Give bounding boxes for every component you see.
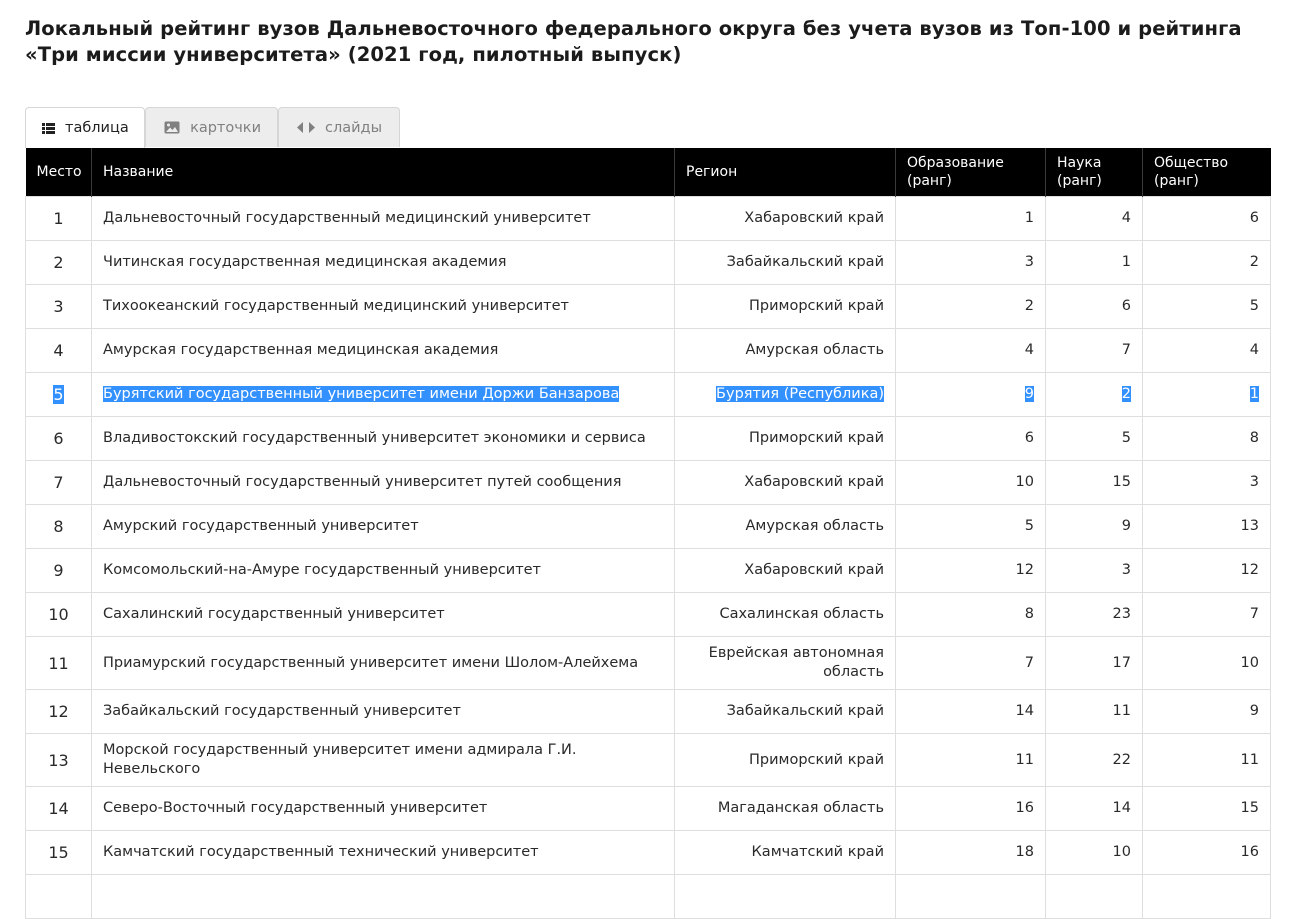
cell-society-rank-text: 7: [1249, 606, 1259, 622]
tab-slides-label: слайды: [325, 119, 383, 136]
cell-place-text: 15: [48, 843, 69, 862]
cell-region-text: Приморский край: [748, 430, 884, 446]
cell-name-text: Морской государственный университет имени адмирала Г.И. Невельского: [103, 742, 577, 777]
table-row: [26, 734, 1271, 787]
cell-name-text: Забайкальский государственный университет: [103, 703, 461, 719]
cell-education-rank-text: 8: [1024, 606, 1034, 622]
cell-society-rank: [1143, 787, 1271, 831]
cell-name: [92, 417, 675, 461]
table-row: [26, 875, 1271, 919]
cell-society-rank-text: 4: [1249, 342, 1259, 358]
cell-science-rank: [1046, 285, 1143, 329]
cell-region: [675, 505, 896, 549]
cell-society-rank: [1143, 285, 1271, 329]
cell-region: [675, 241, 896, 285]
cell-education-rank: [896, 593, 1046, 637]
cell-name: [92, 461, 675, 505]
cell-education-rank-text: 1: [1024, 210, 1034, 226]
cell-name-text: Тихоокеанский государственный медицинский университет: [103, 298, 569, 314]
cell-science-rank: [1046, 461, 1143, 505]
cell-place: [26, 831, 92, 875]
cell-society-rank: [1143, 241, 1271, 285]
cell-place-text: 4: [53, 341, 64, 360]
cell-name: [92, 831, 675, 875]
cell-place: [26, 549, 92, 593]
table-row: [26, 417, 1271, 461]
cell-education-rank: [896, 637, 1046, 690]
cell-name: [92, 734, 675, 787]
cell-science-rank-text: 14: [1112, 800, 1131, 816]
cell-education-rank: [896, 734, 1046, 787]
cell-society-rank-text: 1: [1249, 386, 1259, 402]
cell-place-text: 9: [53, 561, 64, 580]
cell-society-rank: [1143, 373, 1271, 417]
cell-science-rank: [1046, 197, 1143, 241]
table-header-row: [26, 148, 1271, 197]
header-place[interactable]: Место: [26, 148, 92, 197]
cell-science-rank-text: 22: [1112, 751, 1131, 768]
header-name[interactable]: Название: [92, 148, 675, 197]
cell-place: [26, 505, 92, 549]
cell-region: [675, 197, 896, 241]
table-list-icon: [42, 121, 55, 135]
cell-region-text: Еврейская автономная область: [708, 645, 884, 680]
cell-name-text: Владивостокский государственный университет экономики и сервиса: [103, 430, 646, 446]
cell-society-rank: [1143, 593, 1271, 637]
image-icon: [164, 121, 180, 135]
cell-society-rank-text: 15: [1240, 800, 1259, 816]
cell-education-rank-text: 11: [1015, 751, 1034, 768]
cell-name: [92, 373, 675, 417]
cell-place-text: 3: [53, 297, 64, 316]
cell-science-rank-text: 7: [1121, 342, 1131, 358]
cell-education-rank-text: 9: [1024, 386, 1034, 402]
cell-education-rank-text: 4: [1024, 342, 1034, 358]
cell-region-text: Забайкальский край: [726, 254, 884, 270]
cell-region: [675, 461, 896, 505]
cell-education-rank-text: 18: [1015, 844, 1034, 860]
tab-table[interactable]: [25, 107, 145, 148]
cell-place: [26, 241, 92, 285]
cell-science-rank-text: 23: [1112, 606, 1131, 622]
cell-education-rank: [896, 241, 1046, 285]
cell-place: [26, 373, 92, 417]
cell-science-rank: [1046, 734, 1143, 787]
header-education[interactable]: Образование (ранг): [896, 148, 1046, 197]
cell-place: [26, 875, 92, 919]
cell-region-text: Забайкальский край: [726, 703, 884, 719]
cell-society-rank: [1143, 329, 1271, 373]
cell-society-rank-text: 2: [1249, 254, 1259, 270]
arrows-left-right-icon: [297, 121, 315, 135]
cell-region: [675, 690, 896, 734]
table-row: [26, 593, 1271, 637]
cell-name: [92, 637, 675, 690]
cell-region-text: Амурская область: [745, 518, 884, 534]
tab-slides[interactable]: [278, 107, 400, 147]
cell-society-rank-text: 3: [1249, 474, 1259, 490]
cell-place: [26, 593, 92, 637]
rating-table: [25, 148, 1271, 919]
table-row: [26, 285, 1271, 329]
cell-place-text: 2: [53, 253, 64, 272]
cell-science-rank: [1046, 690, 1143, 734]
cell-education-rank: [896, 787, 1046, 831]
table-row: [26, 831, 1271, 875]
cell-education-rank: [896, 831, 1046, 875]
cell-name: [92, 690, 675, 734]
cell-name-text: Приамурский государственный университет имени Шолом-Алейхема: [103, 654, 639, 671]
cell-science-rank: [1046, 373, 1143, 417]
cell-education-rank-text: 2: [1024, 298, 1034, 314]
cell-science-rank: [1046, 417, 1143, 461]
cell-region: [675, 417, 896, 461]
table-row: [26, 461, 1271, 505]
cell-place: [26, 690, 92, 734]
cell-name: [92, 549, 675, 593]
cell-education-rank: [896, 285, 1046, 329]
cell-education-rank: [896, 875, 1046, 919]
table-row: [26, 329, 1271, 373]
cell-name: [92, 787, 675, 831]
cell-place-text: 14: [48, 799, 69, 818]
cell-society-rank-text: 6: [1249, 210, 1259, 226]
cell-society-rank-text: 10: [1240, 654, 1259, 671]
table-row: [26, 197, 1271, 241]
view-tabs: [25, 107, 400, 148]
cell-name-text: Сахалинский государственный университет: [103, 606, 445, 622]
cell-science-rank-text: 10: [1112, 844, 1131, 860]
cell-society-rank: [1143, 197, 1271, 241]
cell-society-rank-text: 12: [1240, 562, 1259, 578]
cell-region-text: Магаданская область: [717, 800, 884, 816]
header-region[interactable]: Регион: [675, 148, 896, 197]
cell-region: [675, 593, 896, 637]
table-row: [26, 549, 1271, 593]
cell-education-rank: [896, 549, 1046, 593]
cell-place: [26, 329, 92, 373]
cell-place-text: 11: [48, 653, 69, 673]
cell-education-rank: [896, 417, 1046, 461]
cell-science-rank-text: 3: [1121, 562, 1131, 578]
cell-name-text: Камчатский государственный технический университет: [103, 844, 539, 860]
cell-name: [92, 241, 675, 285]
cell-society-rank-text: 16: [1240, 844, 1259, 860]
cell-education-rank-text: 14: [1015, 703, 1034, 719]
cell-region: [675, 285, 896, 329]
cell-education-rank: [896, 329, 1046, 373]
cell-name: [92, 593, 675, 637]
cell-education-rank: [896, 505, 1046, 549]
cell-society-rank: [1143, 875, 1271, 919]
cell-region-text: Приморский край: [748, 751, 884, 768]
cell-science-rank: [1046, 505, 1143, 549]
cell-name: [92, 197, 675, 241]
cell-region-text: Хабаровский край: [744, 210, 884, 226]
cell-region: [675, 734, 896, 787]
cell-name-text: Дальневосточный государственный медицинский университет: [103, 210, 591, 226]
cell-society-rank: [1143, 831, 1271, 875]
table-row: [26, 637, 1271, 690]
cell-region-text: Приморский край: [748, 298, 884, 314]
cell-education-rank: [896, 690, 1046, 734]
cell-name-text: Амурская государственная медицинская академия: [103, 342, 499, 358]
cell-science-rank: [1046, 831, 1143, 875]
header-society[interactable]: Общество (ранг): [1143, 148, 1271, 197]
cell-region: [675, 373, 896, 417]
cell-society-rank: [1143, 637, 1271, 690]
table-row: [26, 373, 1271, 417]
cell-name-text: Амурский государственный университет: [103, 518, 419, 534]
cell-society-rank-text: 9: [1249, 703, 1259, 719]
cell-name: [92, 875, 675, 919]
cell-place-text: 5: [53, 385, 64, 404]
table-body: [26, 197, 1271, 919]
cell-place: [26, 417, 92, 461]
cell-place-text: 8: [53, 517, 64, 536]
cell-place: [26, 285, 92, 329]
cell-science-rank: [1046, 637, 1143, 690]
tab-cards-label: карточки: [190, 119, 261, 136]
cell-name-text: Северо-Восточный государственный университет: [103, 800, 488, 816]
cell-region: [675, 831, 896, 875]
cell-region-text: Сахалинская область: [719, 606, 884, 622]
header-science[interactable]: Наука (ранг): [1046, 148, 1143, 197]
cell-region-text: Бурятия (Республика): [716, 386, 884, 402]
cell-name: [92, 505, 675, 549]
cell-education-rank: [896, 197, 1046, 241]
cell-place-text: 10: [48, 605, 69, 624]
cell-region: [675, 549, 896, 593]
cell-society-rank-text: 13: [1240, 518, 1259, 534]
cell-education-rank: [896, 461, 1046, 505]
cell-science-rank-text: 9: [1121, 518, 1131, 534]
cell-science-rank: [1046, 329, 1143, 373]
cell-society-rank-text: 5: [1249, 298, 1259, 314]
cell-education-rank: [896, 373, 1046, 417]
cell-name-text: Дальневосточный государственный университет путей сообщения: [103, 474, 622, 490]
table-row: [26, 241, 1271, 285]
cell-region-text: Камчатский край: [751, 844, 884, 860]
cell-place: [26, 637, 92, 690]
cell-name-text: Комсомольский-на-Амуре государственный университет: [103, 562, 542, 578]
cell-science-rank-text: 4: [1121, 210, 1131, 226]
cell-science-rank-text: 17: [1112, 654, 1131, 671]
tab-table-label: таблица: [65, 120, 129, 136]
cell-name: [92, 329, 675, 373]
cell-place: [26, 197, 92, 241]
cell-society-rank: [1143, 734, 1271, 787]
cell-education-rank-text: 16: [1015, 800, 1034, 816]
tab-cards[interactable]: [145, 107, 278, 147]
cell-place-text: 13: [48, 750, 69, 770]
cell-science-rank: [1046, 593, 1143, 637]
cell-name: [92, 285, 675, 329]
table-row: [26, 787, 1271, 831]
cell-region: [675, 875, 896, 919]
cell-place-text: 7: [53, 473, 64, 492]
cell-name-text: Бурятский государственный университет имени Доржи Банзарова: [103, 386, 620, 402]
cell-name-text: Читинская государственная медицинская академия: [103, 254, 507, 270]
cell-education-rank-text: 6: [1024, 430, 1034, 446]
cell-society-rank: [1143, 461, 1271, 505]
cell-place-text: 6: [53, 429, 64, 448]
cell-society-rank: [1143, 549, 1271, 593]
cell-society-rank-text: 11: [1240, 751, 1259, 768]
cell-science-rank: [1046, 241, 1143, 285]
cell-region: [675, 329, 896, 373]
cell-region-text: Хабаровский край: [744, 562, 884, 578]
cell-science-rank-text: 11: [1112, 703, 1131, 719]
cell-education-rank-text: 12: [1015, 562, 1034, 578]
cell-region: [675, 787, 896, 831]
cell-science-rank: [1046, 875, 1143, 919]
cell-science-rank: [1046, 787, 1143, 831]
cell-society-rank: [1143, 690, 1271, 734]
cell-science-rank: [1046, 549, 1143, 593]
cell-region: [675, 637, 896, 690]
cell-education-rank-text: 5: [1024, 518, 1034, 534]
cell-society-rank-text: 8: [1249, 430, 1259, 446]
table-row: [26, 505, 1271, 549]
cell-place-text: 12: [48, 702, 69, 721]
cell-place: [26, 787, 92, 831]
cell-society-rank: [1143, 505, 1271, 549]
cell-education-rank-text: 10: [1015, 474, 1034, 490]
cell-place: [26, 461, 92, 505]
cell-region-text: Хабаровский край: [744, 474, 884, 490]
cell-science-rank-text: 6: [1121, 298, 1131, 314]
cell-education-rank-text: 3: [1024, 254, 1034, 270]
cell-science-rank-text: 5: [1121, 430, 1131, 446]
cell-science-rank-text: 1: [1121, 254, 1131, 270]
table-row: [26, 690, 1271, 734]
cell-place: [26, 734, 92, 787]
cell-place-text: 1: [53, 209, 64, 228]
page-title: Локальный рейтинг вузов Дальневосточного федерального округа без учета вузов из Топ-100 и рейтинга «Три миссии университета» (2021 год, пилотный выпуск): [25, 17, 1242, 66]
cell-education-rank-text: 7: [1024, 654, 1034, 671]
cell-society-rank: [1143, 417, 1271, 461]
cell-science-rank-text: 15: [1112, 474, 1131, 490]
cell-science-rank-text: 2: [1121, 386, 1131, 402]
cell-region-text: Амурская область: [745, 342, 884, 358]
